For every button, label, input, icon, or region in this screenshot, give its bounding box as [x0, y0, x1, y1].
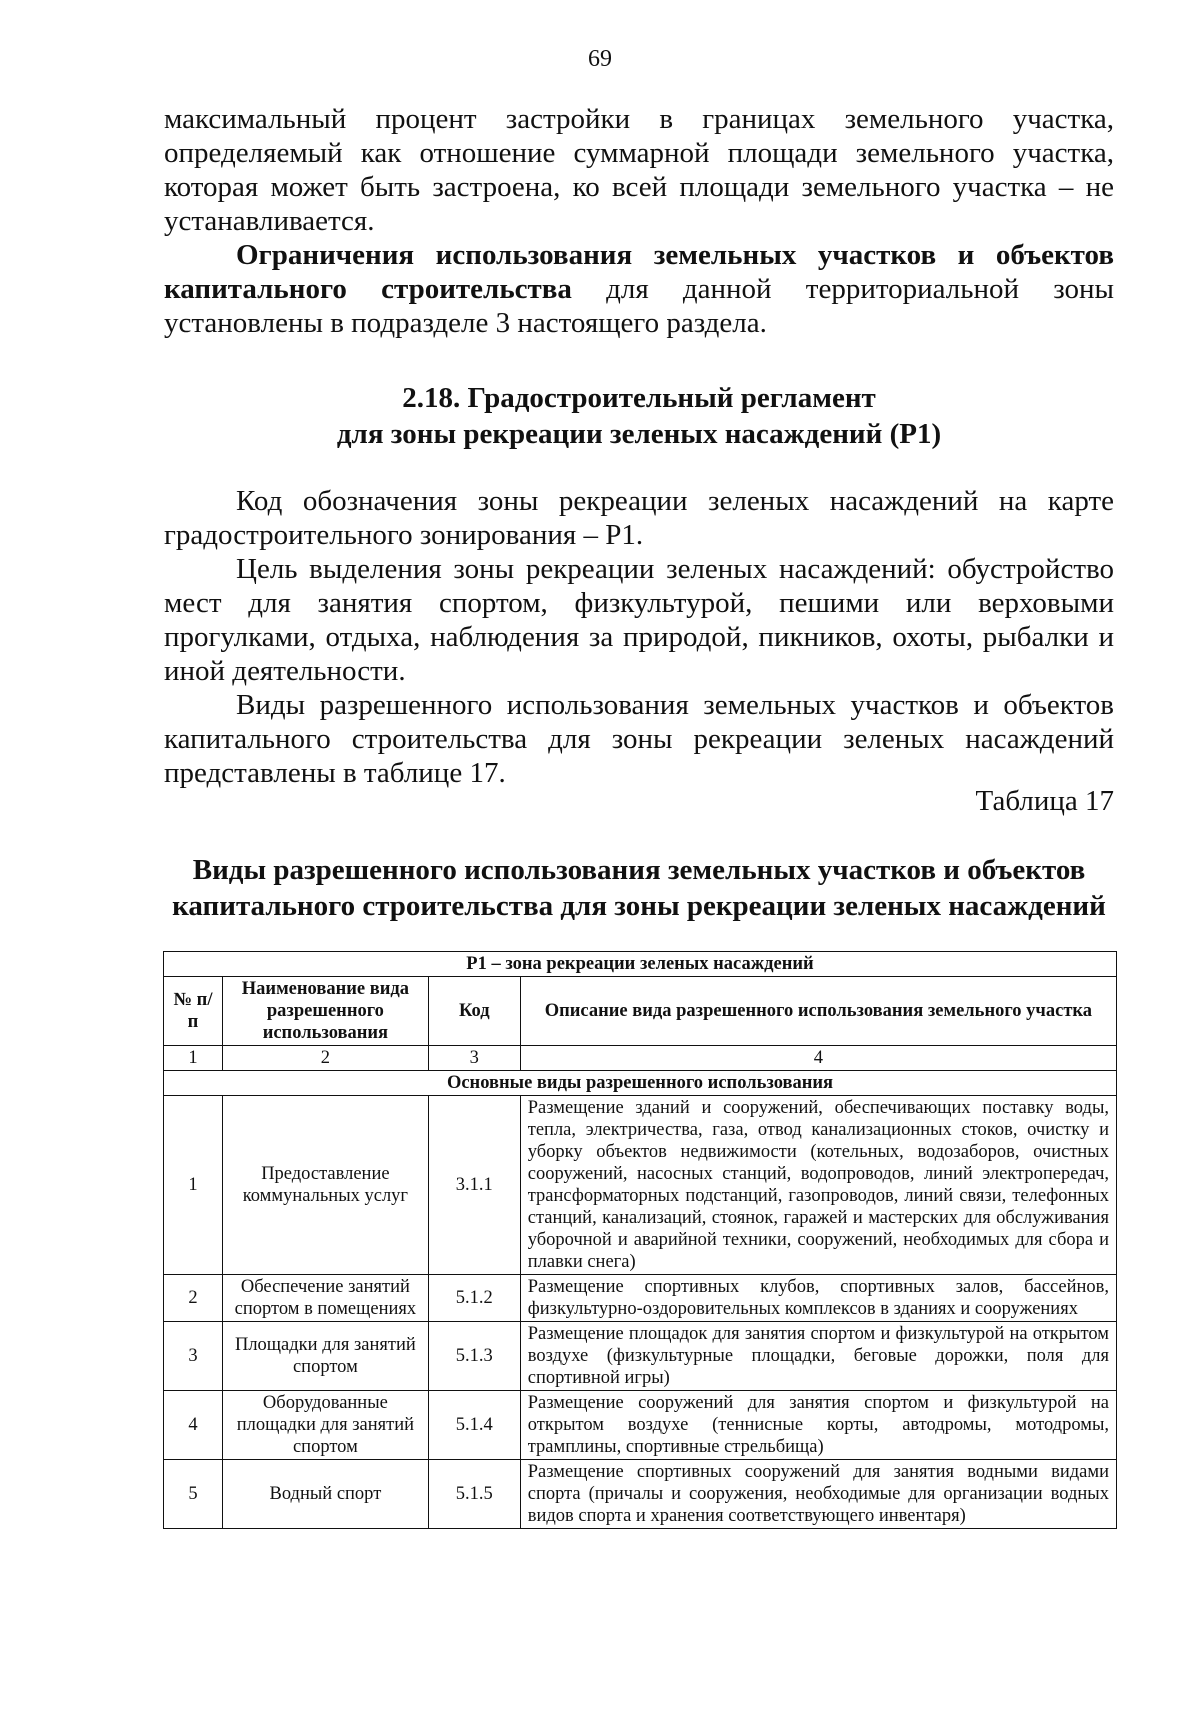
- row-code-cell: 5.1.5: [428, 1460, 520, 1529]
- group-header-row: [164, 1071, 1117, 1096]
- paragraph-allowed-uses: Виды разрешенного использования земельных участков и объектов капитального строительства для зоны рекреации зеленых насаждений представлены в таблице 17.: [164, 689, 1114, 789]
- row-desc-cell: Размещение сооружений для занятия спортом и физкультурой на открытом воздухе (теннисные корты, автодромы, мотодромы, трамплины, спортивные стрельбища): [520, 1391, 1116, 1460]
- zone-header-cell: Р1 – зона рекреации зеленых насаждений: [164, 952, 1117, 977]
- header-name: Наименование вида разрешенного использования: [222, 977, 428, 1046]
- section-heading: [164, 380, 1114, 452]
- row-desc-cell: Размещение зданий и сооружений, обеспечивающих поставку воды, тепла, электричества, газа, отвод канализационных стоков, очистку и уборку объектов недвижимости (котельных, водозаборов, очистных сооружений, насосных станций, водопроводов, линий электропередач, трансформаторных подстанций, газопроводов, линий связи, телефонных станций, канализаций, стоянок, гаражей и мастерских для обслуживания уборочной и аварийной техники, сооружений, необходимых для сбора и плавки снега): [520, 1096, 1116, 1275]
- paragraph-zone-purpose: Цель выделения зоны рекреации зеленых насаждений: обустройство мест для занятия спортом, физкультурой, пешими или верховыми прогулками, отдыха, наблюдения за природой, пикников, охоты, рыбалки и иной деятельности.: [164, 553, 1114, 687]
- table-title-line-1: Виды разрешенного использования земельных участков и объектов: [192, 854, 1086, 886]
- table-row: [164, 1460, 1117, 1529]
- row-name-cell: Обеспечение занятий спортом в помещениях: [222, 1275, 428, 1322]
- page-number: 69: [588, 46, 612, 72]
- row-num-cell: 2: [164, 1275, 223, 1322]
- column-number-cell: 4: [520, 1046, 1116, 1071]
- paragraph-max-build-percent: максимальный процент застройки в границах земельного участка, определяемый как отношение суммарной площади земельного участка, которая может быть застроена, ко всей площади земельного участка – не устанавливается.: [164, 103, 1114, 237]
- row-name-cell: Оборудованные площадки для занятий спортом: [222, 1391, 428, 1460]
- table-zone-header-row: [164, 952, 1117, 977]
- row-name-cell: Площадки для занятий спортом: [222, 1322, 428, 1391]
- restrictions-bold-text: Ограничения использования земельных участков и объектов капитального строительства: [164, 239, 1114, 305]
- row-code-cell: 5.1.4: [428, 1391, 520, 1460]
- row-code-cell: 3.1.1: [428, 1096, 520, 1275]
- column-number-cell: 1: [164, 1046, 223, 1071]
- row-num-cell: 1: [164, 1096, 223, 1275]
- column-number-cell: 2: [222, 1046, 428, 1071]
- paragraph-zone-code: Код обозначения зоны рекреации зеленых насаждений на карте градостроительного зонирования – Р1.: [164, 485, 1114, 551]
- row-num-cell: 4: [164, 1391, 223, 1460]
- table-header-row: [164, 977, 1117, 1046]
- table-row: [164, 1096, 1117, 1275]
- table-row: [164, 1391, 1117, 1460]
- section-text: [164, 484, 1114, 790]
- row-name-cell: Водный спорт: [222, 1460, 428, 1529]
- column-number-row: [164, 1046, 1117, 1071]
- row-code-cell: 5.1.3: [428, 1322, 520, 1391]
- column-number-cell: 3: [428, 1046, 520, 1071]
- row-name-cell: Предоставление коммунальных услуг: [222, 1096, 428, 1275]
- table-row: [164, 1275, 1117, 1322]
- row-num-cell: 3: [164, 1322, 223, 1391]
- row-num-cell: 5: [164, 1460, 223, 1529]
- row-desc-cell: Размещение площадок для занятия спортом и физкультурой на открытом воздухе (физкультурные площадки, беговые дорожки, поля для спортивной игры): [520, 1322, 1116, 1391]
- section-heading-line-1: 2.18. Градостроительный регламент: [402, 382, 876, 414]
- row-desc-cell: Размещение спортивных сооружений для занятия водными видами спорта (причалы и сооружения, необходимые для организации водных видов спорта и хранения соответствующего инвентаря): [520, 1460, 1116, 1529]
- header-code: Код: [428, 977, 520, 1046]
- group-header-cell: Основные виды разрешенного использования: [164, 1071, 1117, 1096]
- header-desc: Описание вида разрешенного использования земельного участка: [520, 977, 1116, 1046]
- restrictions-rest-text: для данной территориальной зоны установлены в подразделе 3 настоящего раздела.: [164, 273, 1115, 339]
- row-code-cell: 5.1.2: [428, 1275, 520, 1322]
- table-row: [164, 1322, 1117, 1391]
- header-num: № п/п: [164, 977, 223, 1046]
- table-title: [150, 852, 1128, 924]
- section-heading-line-2: для зоны рекреации зеленых насаждений (Р1): [336, 418, 942, 450]
- table-caption: Таблица 17: [975, 785, 1114, 817]
- row-desc-cell: Размещение спортивных клубов, спортивных залов, бассейнов, физкультурно-оздоровительных комплексов в зданиях и сооружениях: [520, 1275, 1116, 1322]
- paragraph-restrictions: [164, 238, 1114, 340]
- permitted-uses-table: [163, 951, 1117, 1529]
- table-title-line-2: капитального строительства для зоны рекреации зеленых насаждений: [172, 890, 1106, 922]
- intro-text: [164, 102, 1114, 340]
